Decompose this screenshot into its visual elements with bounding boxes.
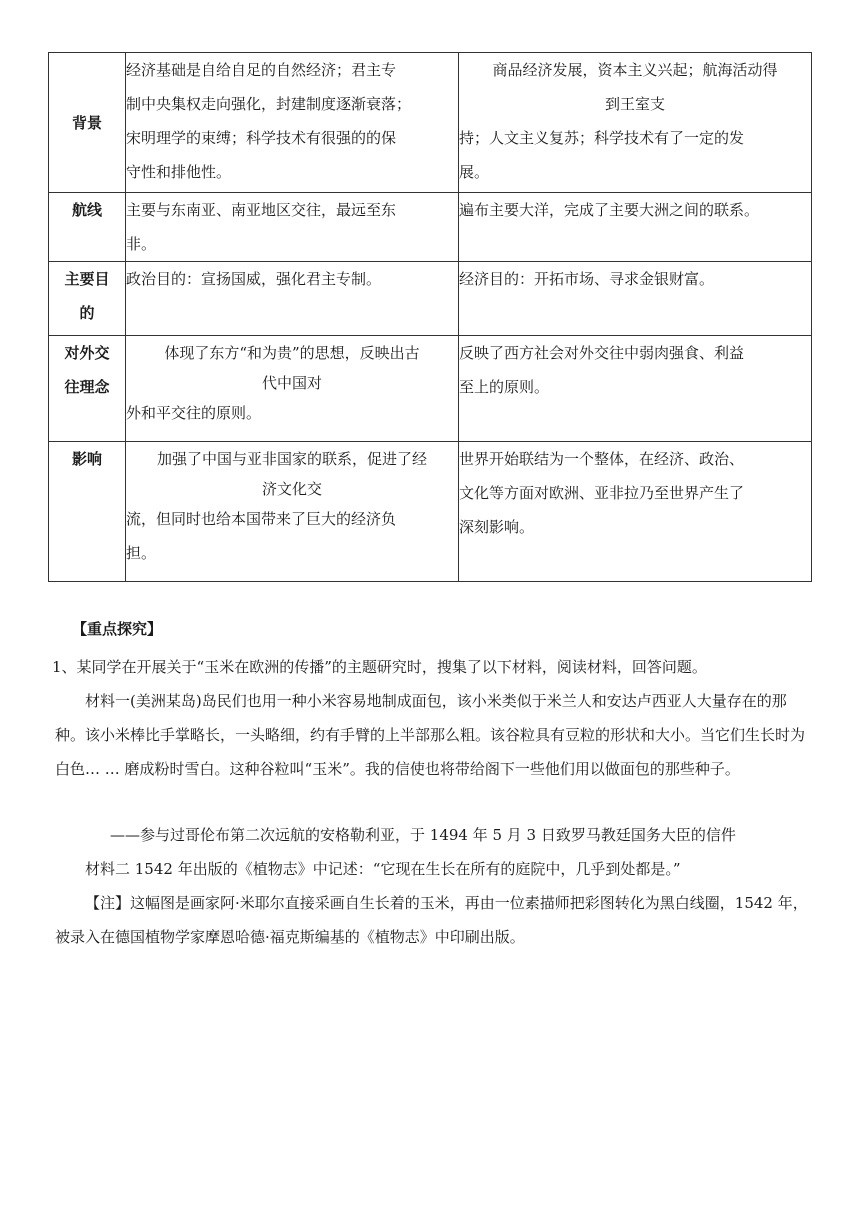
material-one-source: ——参与过哥伦布第二次远航的安格勒利亚，于 1494 年 5 月 3 日致罗马教廷国务大臣的信件 [110,826,736,844]
western-cell: 反映了西方社会对外交往中弱肉强食、利益 至上的原则。 [459,336,812,442]
table-row [49,53,812,193]
ancient-china-cell: 主要与东南亚、南亚地区交往，最远至东 非。 [126,193,459,262]
western-cell: 经济目的：开拓市场、寻求金银财富。 [459,262,812,336]
western-cell: 世界开始联结为一个整体，在经济、政治、 文化等方面对欧洲、亚非拉乃至世界产生了 深刻影响。 [459,442,812,582]
table-row [49,442,812,582]
ancient-china-cell: 经济基础是自给自足的自然经济；君主专 制中央集权走向强化，封建制度逐渐衰落； 宋明理学的束缚；科学技术有很强的的保 守性和排他性。 [126,53,459,193]
ancient-china-cell: 体现了东方“和为贵”的思想，反映出古 代中国对 外和平交往的原则。 [126,336,459,442]
row-header: 主要目 的 [49,262,126,336]
western-cell: 商品经济发展，资本主义兴起；航海活动得 到王室支 持；人文主义复苏；科学技术有了一定的发 展。 [459,53,812,193]
material-one: 材料一(美洲某岛)岛民们也用一种小米容易地制成面包，该小米类似于米兰人和安达卢西亚人大量存在的那种。该小米棒比手掌略长，一头略细，约有手臂的上半部那么粗。该谷粒具有豆粒的形状和大小。当它们生长时为白色… … 磨成粉时雪白。这种谷粒叫“玉米”。我的信使也将带给阁下一些他们用以做面包的那些种子。 [55,692,806,778]
row-header: 背景 [49,53,126,193]
western-cell: 遍布主要大洋，完成了主要大洲之间的联系。 [459,193,812,262]
ancient-china-cell: 加强了中国与亚非国家的联系，促进了经 济文化交 流，但同时也给本国带来了巨大的经济负 担。 [126,442,459,582]
note-text: 【注】这幅图是画家阿·米耶尔直接采画自生长着的玉米，再由一位素描师把彩图转化为黑白线圈，1542 年，被录入在德国植物学家摩恩哈德·福克斯编基的《植物志》中印刷出版。 [55,894,808,946]
row-header: 航线 [49,193,126,262]
question-text: 1、某同学在开展关于“玉米在欧洲的传播”的主题研究时，搜集了以下材料，阅读材料，回答问题。 [52,658,707,676]
table-row [49,262,812,336]
comparison-table [48,52,812,582]
table-row [49,336,812,442]
ancient-china-cell: 政治目的：宣扬国威，强化君主专制。 [126,262,459,336]
material-two: 材料二 1542 年出版的《植物志》中记述：“它现在生长在所有的庭院中，几乎到处都是。” [85,860,681,878]
table-row [49,193,812,262]
section-heading: 【重点探究】 [72,620,163,638]
row-header: 对外交 往理念 [49,336,126,442]
row-header: 影响 [49,442,126,582]
